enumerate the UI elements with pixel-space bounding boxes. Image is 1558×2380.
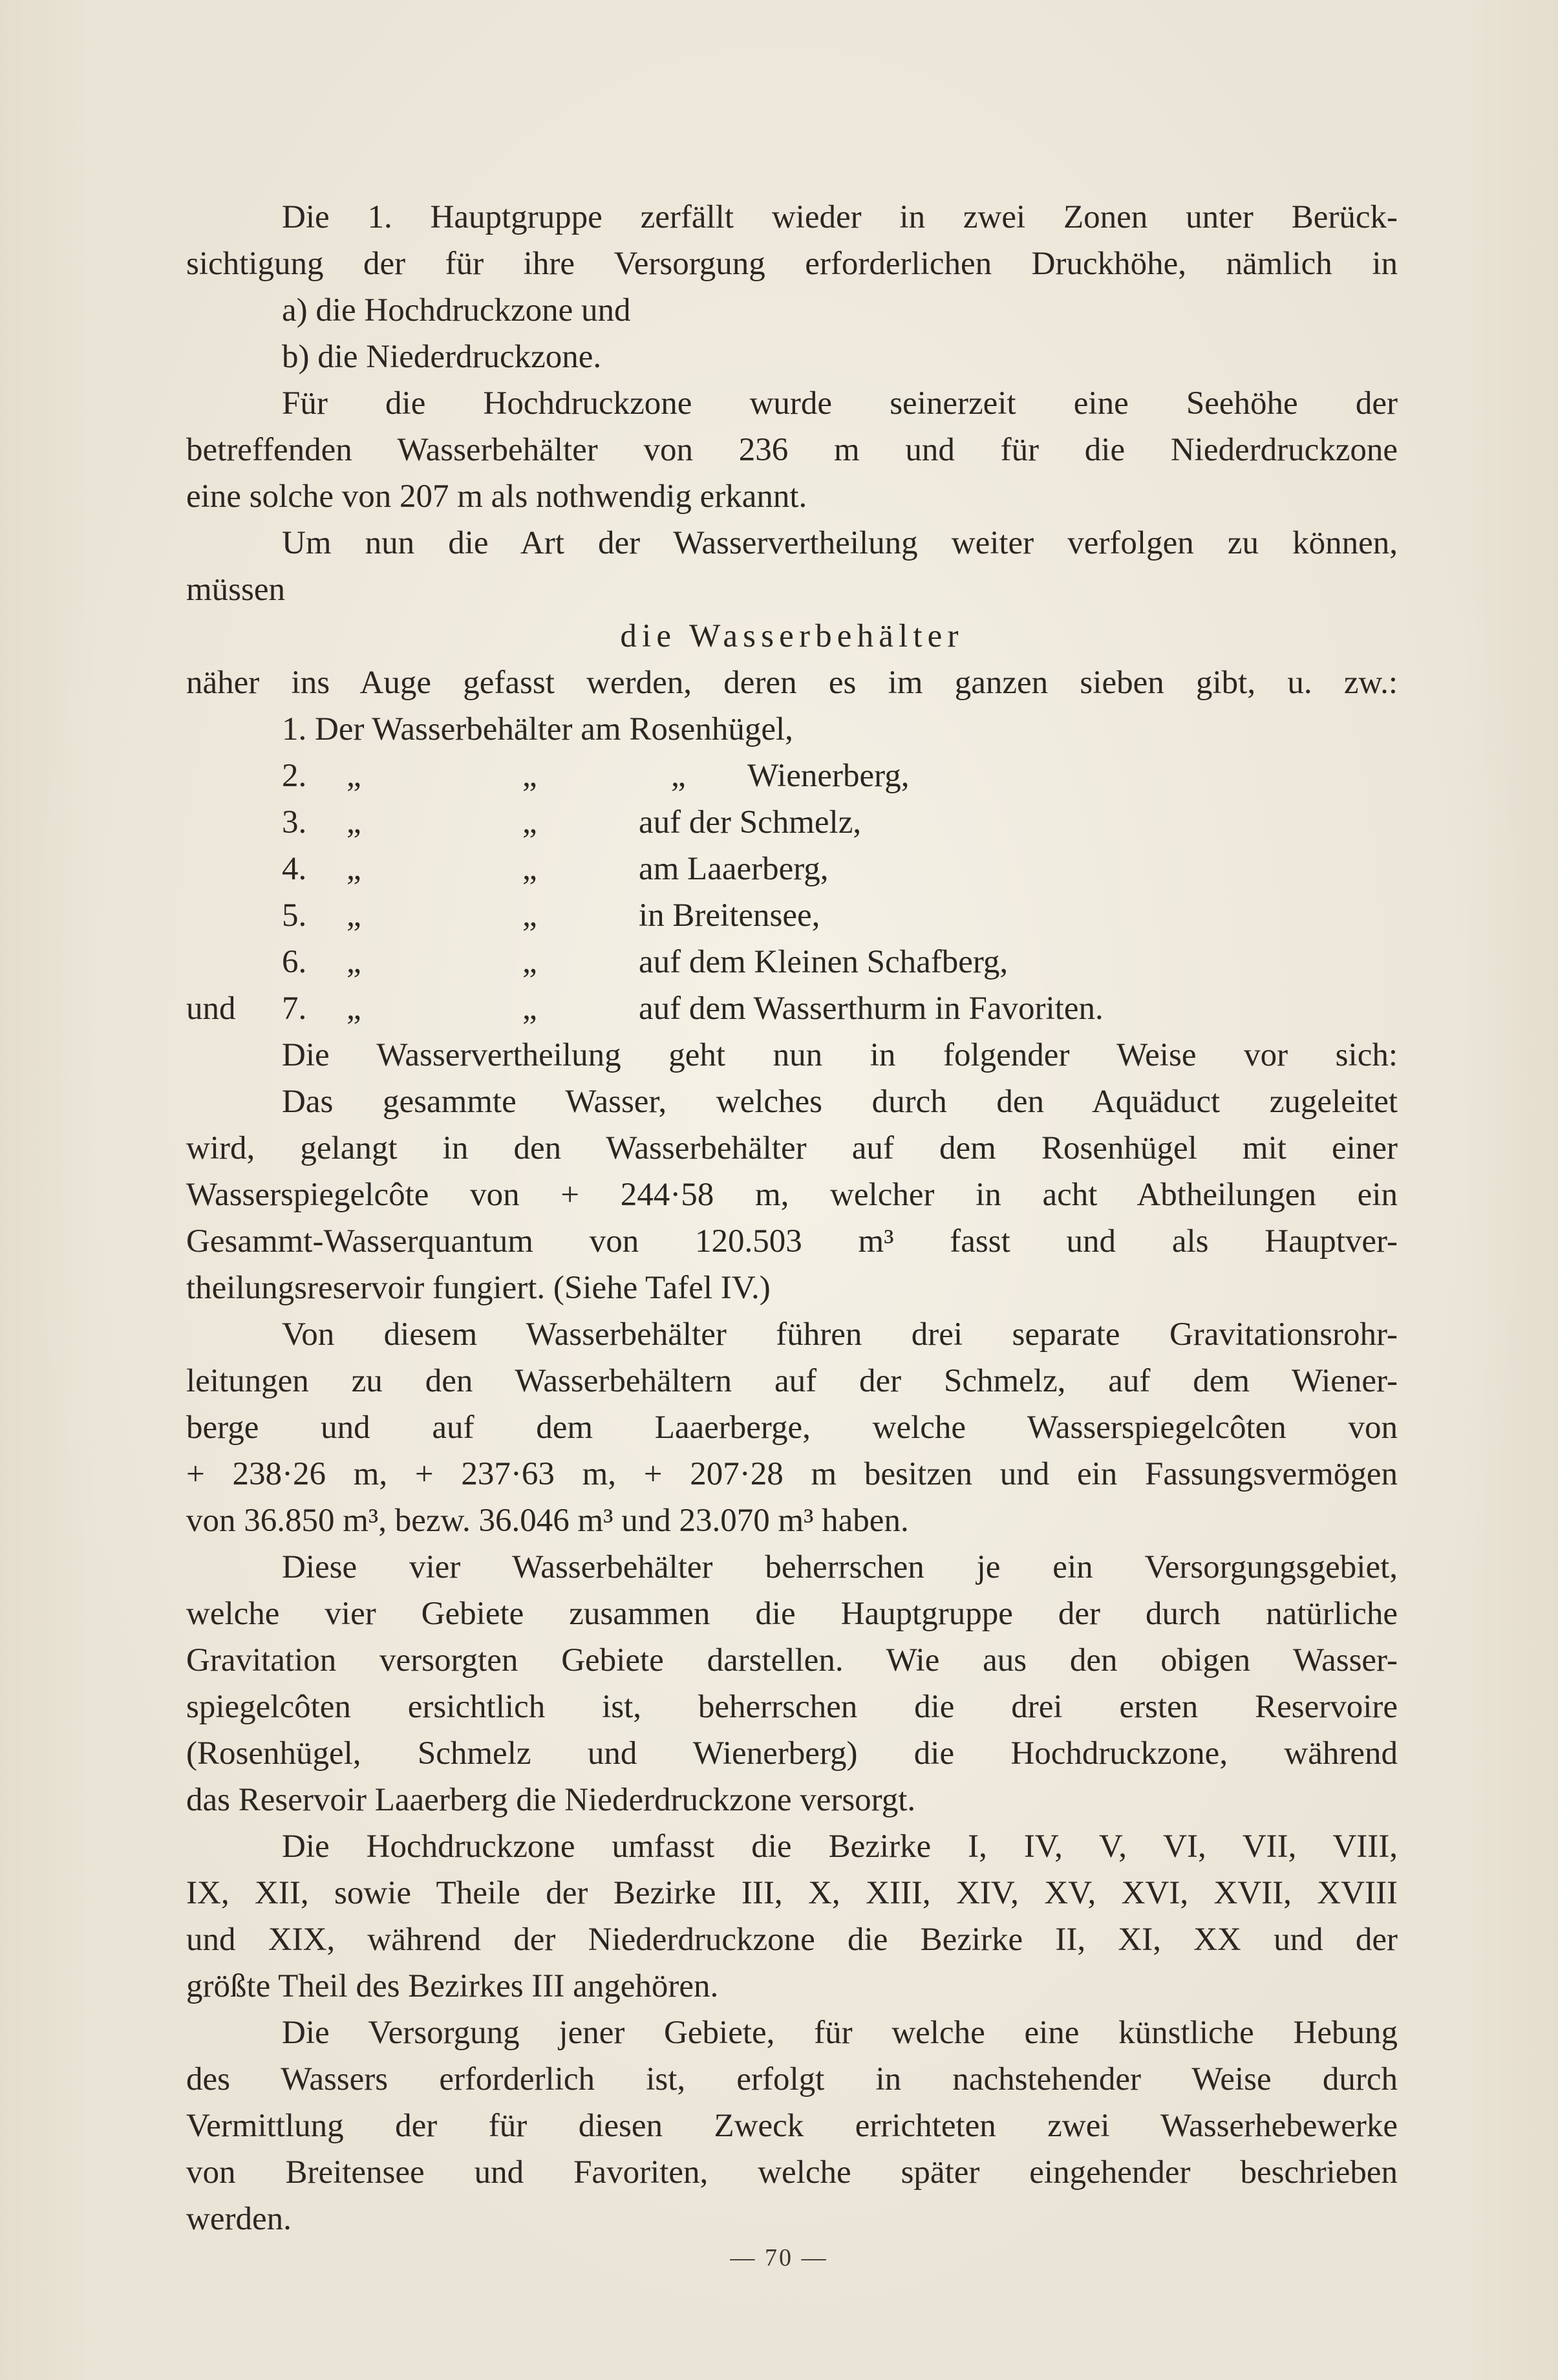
paragraph-rosenhuegel: [186, 1078, 1398, 1311]
paragraph-zones: [186, 194, 1398, 380]
list-number: 7.: [282, 991, 307, 1027]
text-line: + 238·26 m, + 237·63 m, + 207·28 m besitzen und ein Fassungsvermögen: [186, 1456, 1398, 1492]
text-line: betreffenden Wasserbehälter von 236 m und für die Niederdruckzone: [186, 432, 1398, 468]
text-line: theilungsreservoir fungiert. (Siehe Tafel IV.): [186, 1270, 771, 1306]
ditto-mark: „: [347, 758, 361, 794]
page-number: — 70 —: [730, 2244, 828, 2271]
list-number: 3.: [282, 804, 307, 841]
list-item: [186, 846, 1398, 892]
text-line: berge und auf dem Laaerberge, welche Wasserspiegelcôten von: [186, 1410, 1398, 1446]
text-line: und XIX, während der Niederdruckzone die Bezirke II, XI, XX und der: [186, 1922, 1398, 1958]
paragraph-wasservertheilung: [186, 520, 1398, 706]
text-line: Das gesammte Wasser, welches durch den Aquäduct zugeleitet: [282, 1084, 1398, 1120]
list-name: auf dem Wasserthurm in Favoriten.: [639, 991, 1104, 1027]
list-name: in Breitensee,: [639, 897, 820, 934]
text-line: spiegelcôten ersichtlich ist, beherrschen die drei ersten Reservoire: [186, 1689, 1398, 1725]
paragraph-rohrleitungen: [186, 1311, 1398, 1544]
ditto-mark: „: [347, 991, 361, 1027]
text-line: Gravitation versorgten Gebiete darstellen. Wie aus den obigen Wasser-: [186, 1642, 1398, 1678]
ditto-mark: „: [522, 944, 537, 980]
paragraph-versorgungsgebiet: [186, 1544, 1398, 1823]
text-line: (Rosenhügel, Schmelz und Wienerberg) die Hochdruckzone, während: [186, 1735, 1398, 1772]
ditto-mark: „: [347, 897, 361, 934]
list-name: auf der Schmelz,: [639, 804, 862, 841]
text-line: Vermittlung der für diesen Zweck errichteten zwei Wasserhebewerke: [186, 2108, 1398, 2144]
list-item: [186, 939, 1398, 985]
text-line: des Wassers erforderlich ist, erfolgt in nachstehender Weise durch: [186, 2061, 1398, 2097]
ditto-mark: „: [347, 851, 361, 887]
text-line: werden.: [186, 2201, 292, 2237]
list-number: 5.: [282, 897, 307, 934]
ditto-mark: „: [522, 897, 537, 934]
list-name: Wienerberg,: [747, 758, 910, 794]
list-name: auf dem Kleinen Schafberg,: [639, 944, 1008, 980]
list-item-b: b) die Niederdruckzone.: [282, 339, 602, 375]
ditto-mark: „: [522, 758, 537, 794]
text-line: Die Hochdruckzone umfasst die Bezirke I, IV, V, VI, VII, VIII,: [282, 1828, 1398, 1865]
paragraph-hebewerke: [186, 2010, 1398, 2242]
ditto-mark: „: [522, 991, 537, 1027]
text-line: Die Wasservertheilung geht nun in folgender Weise vor sich:: [282, 1037, 1398, 1073]
ditto-mark: „: [347, 804, 361, 841]
text-line: von 36.850 m³, bezw. 36.046 m³ und 23.070 m³ haben.: [186, 1503, 909, 1539]
ditto-mark: „: [347, 944, 361, 980]
text-line: Die 1. Hauptgruppe zerfällt wieder in zwei Zonen unter Berück-: [282, 199, 1398, 235]
text-line: näher ins Auge gefasst werden, deren es im ganzen sieben gibt, u. zw.:: [186, 665, 1398, 701]
text-line: Für die Hochdruckzone wurde seinerzeit eine Seehöhe der: [282, 385, 1398, 422]
ditto-mark: „: [522, 804, 537, 841]
text-line: Wasserspiegelcôte von + 244·58 m, welcher in acht Abtheilungen ein: [186, 1177, 1398, 1213]
text-line: Um nun die Art der Wasservertheilung weiter verfolgen zu können,: [282, 525, 1398, 561]
ditto-mark: „: [522, 851, 537, 887]
text-line: leitungen zu den Wasserbehältern auf der Schmelz, auf dem Wiener-: [186, 1363, 1398, 1399]
list-item-text: 1. Der Wasserbehälter am Rosenhügel,: [282, 711, 793, 747]
text-line: Von diesem Wasserbehälter führen drei separate Gravitationsrohr-: [282, 1316, 1398, 1353]
list-item-a: a) die Hochdruckzone und: [282, 292, 631, 328]
ditto-mark: „: [671, 758, 686, 794]
paragraph-seehoehe: [186, 380, 1398, 520]
text-line: Gesammt-Wasserquantum von 120.503 m³ fasst und als Hauptver-: [186, 1223, 1398, 1260]
text-line: IX, XII, sowie Theile der Bezirke III, X, XIII, XIV, XV, XVI, XVII, XVIII: [186, 1875, 1398, 1911]
text-line: von Breitensee und Favoriten, welche später eingehender beschrieben: [186, 2154, 1398, 2191]
list-item: [186, 753, 1398, 799]
reservoir-list: [186, 706, 1398, 1032]
text-line: müssen: [186, 572, 285, 608]
text-line: wird, gelangt in den Wasserbehälter auf dem Rosenhügel mit einer: [186, 1130, 1398, 1166]
text-line: Diese vier Wasserbehälter beherrschen je ein Versorgungsgebiet,: [282, 1549, 1398, 1585]
list-number: 6.: [282, 944, 307, 980]
section-heading: die Wasserbehälter: [620, 618, 964, 654]
list-item: [186, 799, 1398, 846]
und-label: und: [186, 991, 236, 1027]
text-line: welche vier Gebiete zusammen die Hauptgruppe der durch natürliche: [186, 1596, 1398, 1632]
list-item: [186, 892, 1398, 939]
text-line: das Reservoir Laaerberg die Niederdruckzone versorgt.: [186, 1782, 916, 1818]
body-text: [186, 194, 1398, 2242]
text-line: eine solche von 207 m als nothwendig erkannt.: [186, 478, 807, 515]
text-line: sichtigung der für ihre Versorgung erforderlichen Druckhöhe, nämlich in: [186, 246, 1398, 282]
text-line: größte Theil des Bezirkes III angehören.: [186, 1968, 719, 2004]
paragraph-bezirke: [186, 1823, 1398, 2010]
list-number: 4.: [282, 851, 307, 887]
list-item: [186, 706, 1398, 753]
text-line: Die Versorgung jener Gebiete, für welche eine künstliche Hebung: [282, 2015, 1398, 2051]
list-number: 2.: [282, 758, 307, 794]
list-name: am Laaerberg,: [639, 851, 829, 887]
paragraph-vorgang: [186, 1032, 1398, 1078]
list-item: [186, 985, 1398, 1032]
